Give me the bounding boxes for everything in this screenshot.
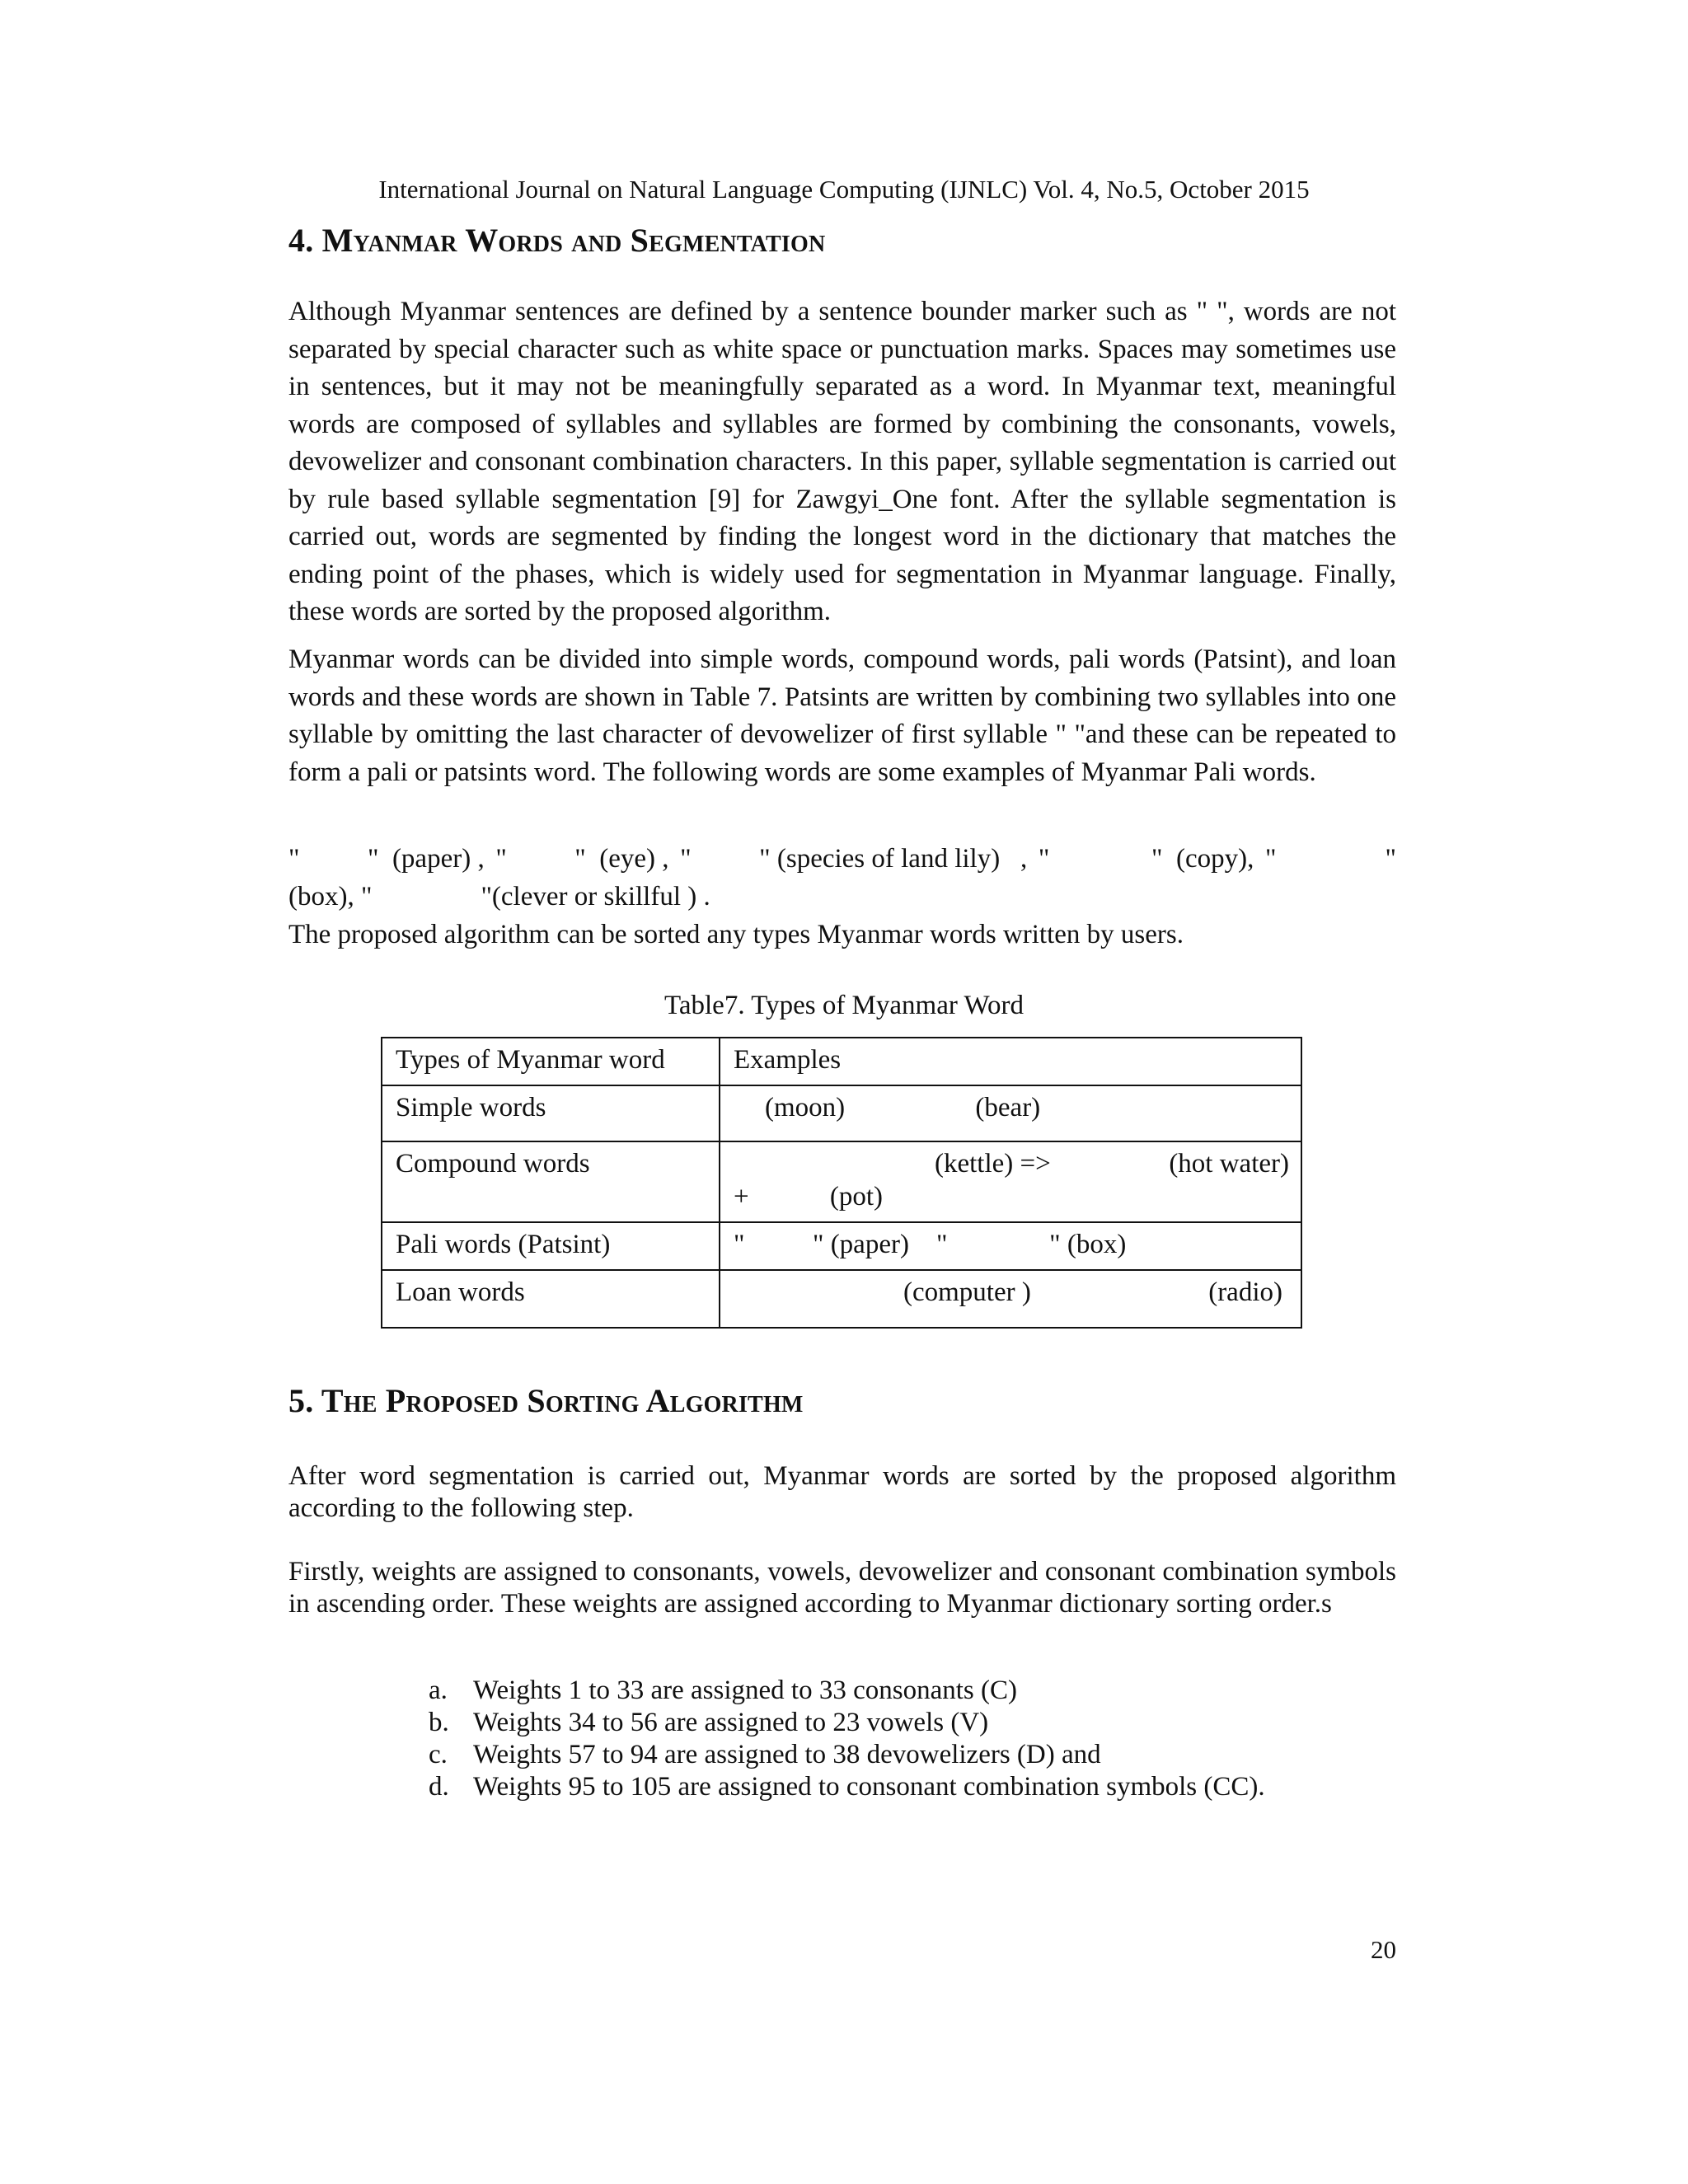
table-row	[382, 1222, 1301, 1270]
list-marker: b.	[429, 1708, 449, 1737]
loan-line	[734, 1276, 1289, 1309]
example-kettle: (kettle) =>	[935, 1149, 1051, 1179]
table-row	[382, 1141, 1301, 1222]
list-marker: a.	[429, 1675, 448, 1705]
section-4-paragraph-1: Although Myanmar sentences are defined by a sentence bounder marker such as " ", words are not separated by special character such as white space or punctuation marks. Spaces may sometimes use in sentences, but it may not be meaningfully separated as a word. In Myanmar text, meaningful words are composed of syllables and syllables are formed by combining the consonants, vowels, devowelizer and consonant combination characters. In this paper, syllable segmentation is carried out by rule based syllable segmentation [9] for Zawgyi_One font. After the syllable segmentation is carried out, words are segmented by finding the longest word in the dictionary that matches the ending point of the phases, which is widely used for segmentation in Myanmar language. Finally, these words are sorted by the proposed algorithm.	[288, 297, 1396, 626]
section-4-paragraph-2: Myanmar words can be divided into simple words, compound words, pali words (Patsint), and loan words and these words are shown in Table 7. Patsints are written by combining two syllables into one syllable by omitting the last character of devowelizer of first syllable " "and these can be repeated to form a pali or patsints word. The following words are some examples of Myanmar Pali words.	[288, 644, 1396, 787]
example-paper: " " (paper) ,	[288, 844, 485, 874]
example-moon: (moon)	[765, 1093, 846, 1122]
compound-line-1	[734, 1147, 1289, 1180]
journal-header: International Journal on Natural Language Computing (IJNLC) Vol. 4, No.5, October 2015	[378, 175, 1310, 204]
list-item-text: Weights 57 to 94 are assigned to 38 devowelizers (D) and	[473, 1740, 1101, 1769]
table-cell-examples	[720, 1222, 1301, 1270]
weights-list	[429, 1675, 1418, 1803]
table-cell-examples	[720, 1270, 1301, 1328]
table-cell-type: Compound words	[382, 1141, 720, 1222]
table-cell-type: Pali words (Patsint)	[382, 1222, 720, 1270]
example-clever: " "(clever or skillful ) .	[360, 881, 710, 912]
list-item-text: Weights 1 to 33 are assigned to 33 consonants (C)	[473, 1675, 1017, 1705]
example-pali-paper: " " (paper)	[734, 1230, 909, 1259]
list-marker: c.	[429, 1740, 448, 1769]
example-eye: " " (eye) ,	[495, 844, 669, 874]
section-4-paragraph-3: The proposed algorithm can be sorted any types Myanmar words written by users.	[288, 920, 1184, 949]
example-lily: " " (species of land lily) ,	[680, 844, 1028, 874]
table-cell-type: Loan words	[382, 1270, 720, 1328]
list-item-text: Weights 95 to 105 are assigned to consonant combination symbols (CC).	[473, 1772, 1265, 1802]
example-pot: (pot)	[829, 1182, 884, 1212]
section-5-paragraph-1: After word segmentation is carried out, Myanmar words are sorted by the proposed algorithm according to the following step.	[288, 1461, 1396, 1523]
example-box: (box),	[288, 881, 354, 912]
list-marker: d.	[429, 1772, 449, 1802]
table-header-row	[382, 1038, 1301, 1085]
pali-examples-line-2	[288, 879, 1396, 916]
compound-line-2	[734, 1180, 1289, 1213]
table-7	[381, 1037, 1302, 1329]
pali-examples	[288, 841, 1396, 916]
example-computer: (computer )	[903, 1277, 1031, 1307]
table-row	[382, 1270, 1301, 1328]
list-item	[429, 1771, 1418, 1803]
example-hot-water: (hot water)	[1169, 1149, 1289, 1179]
section-5-heading: 5. The Proposed Sorting Algorithm	[288, 1382, 804, 1419]
list-item-text: Weights 34 to 56 are assigned to 23 vowels (V)	[473, 1708, 989, 1737]
section-5-paragraph-2: Firstly, weights are assigned to consonants, vowels, devowelizer and consonant combination symbols in ascending order. These weights are assigned according to Myanmar dictionary sorting order.s	[288, 1557, 1396, 1619]
pali-examples-line-1	[288, 841, 1396, 879]
list-item	[429, 1739, 1418, 1771]
example-copy: " " (copy),	[1038, 844, 1254, 874]
example-bear: (bear)	[975, 1093, 1041, 1122]
table-cell-examples	[720, 1141, 1301, 1222]
section-4-heading: 4. Myanmar Words and Segmentation	[288, 222, 826, 259]
table-header-types: Types of Myanmar word	[382, 1038, 720, 1085]
list-item	[429, 1707, 1418, 1739]
table-header-examples: Examples	[720, 1038, 1301, 1085]
list-item	[429, 1675, 1418, 1707]
example-radio: (radio)	[1208, 1277, 1282, 1307]
example-pali-box: " " (box)	[935, 1230, 1127, 1259]
example-plus: +	[734, 1182, 749, 1212]
page-number: 20	[1371, 1935, 1396, 1964]
table-cell-type: Simple words	[382, 1085, 720, 1141]
example-box-open: " "	[1265, 844, 1396, 874]
table-7-caption: Table7. Types of Myanmar Word	[664, 991, 1024, 1020]
table-cell-examples	[720, 1085, 1301, 1141]
table-row	[382, 1085, 1301, 1141]
